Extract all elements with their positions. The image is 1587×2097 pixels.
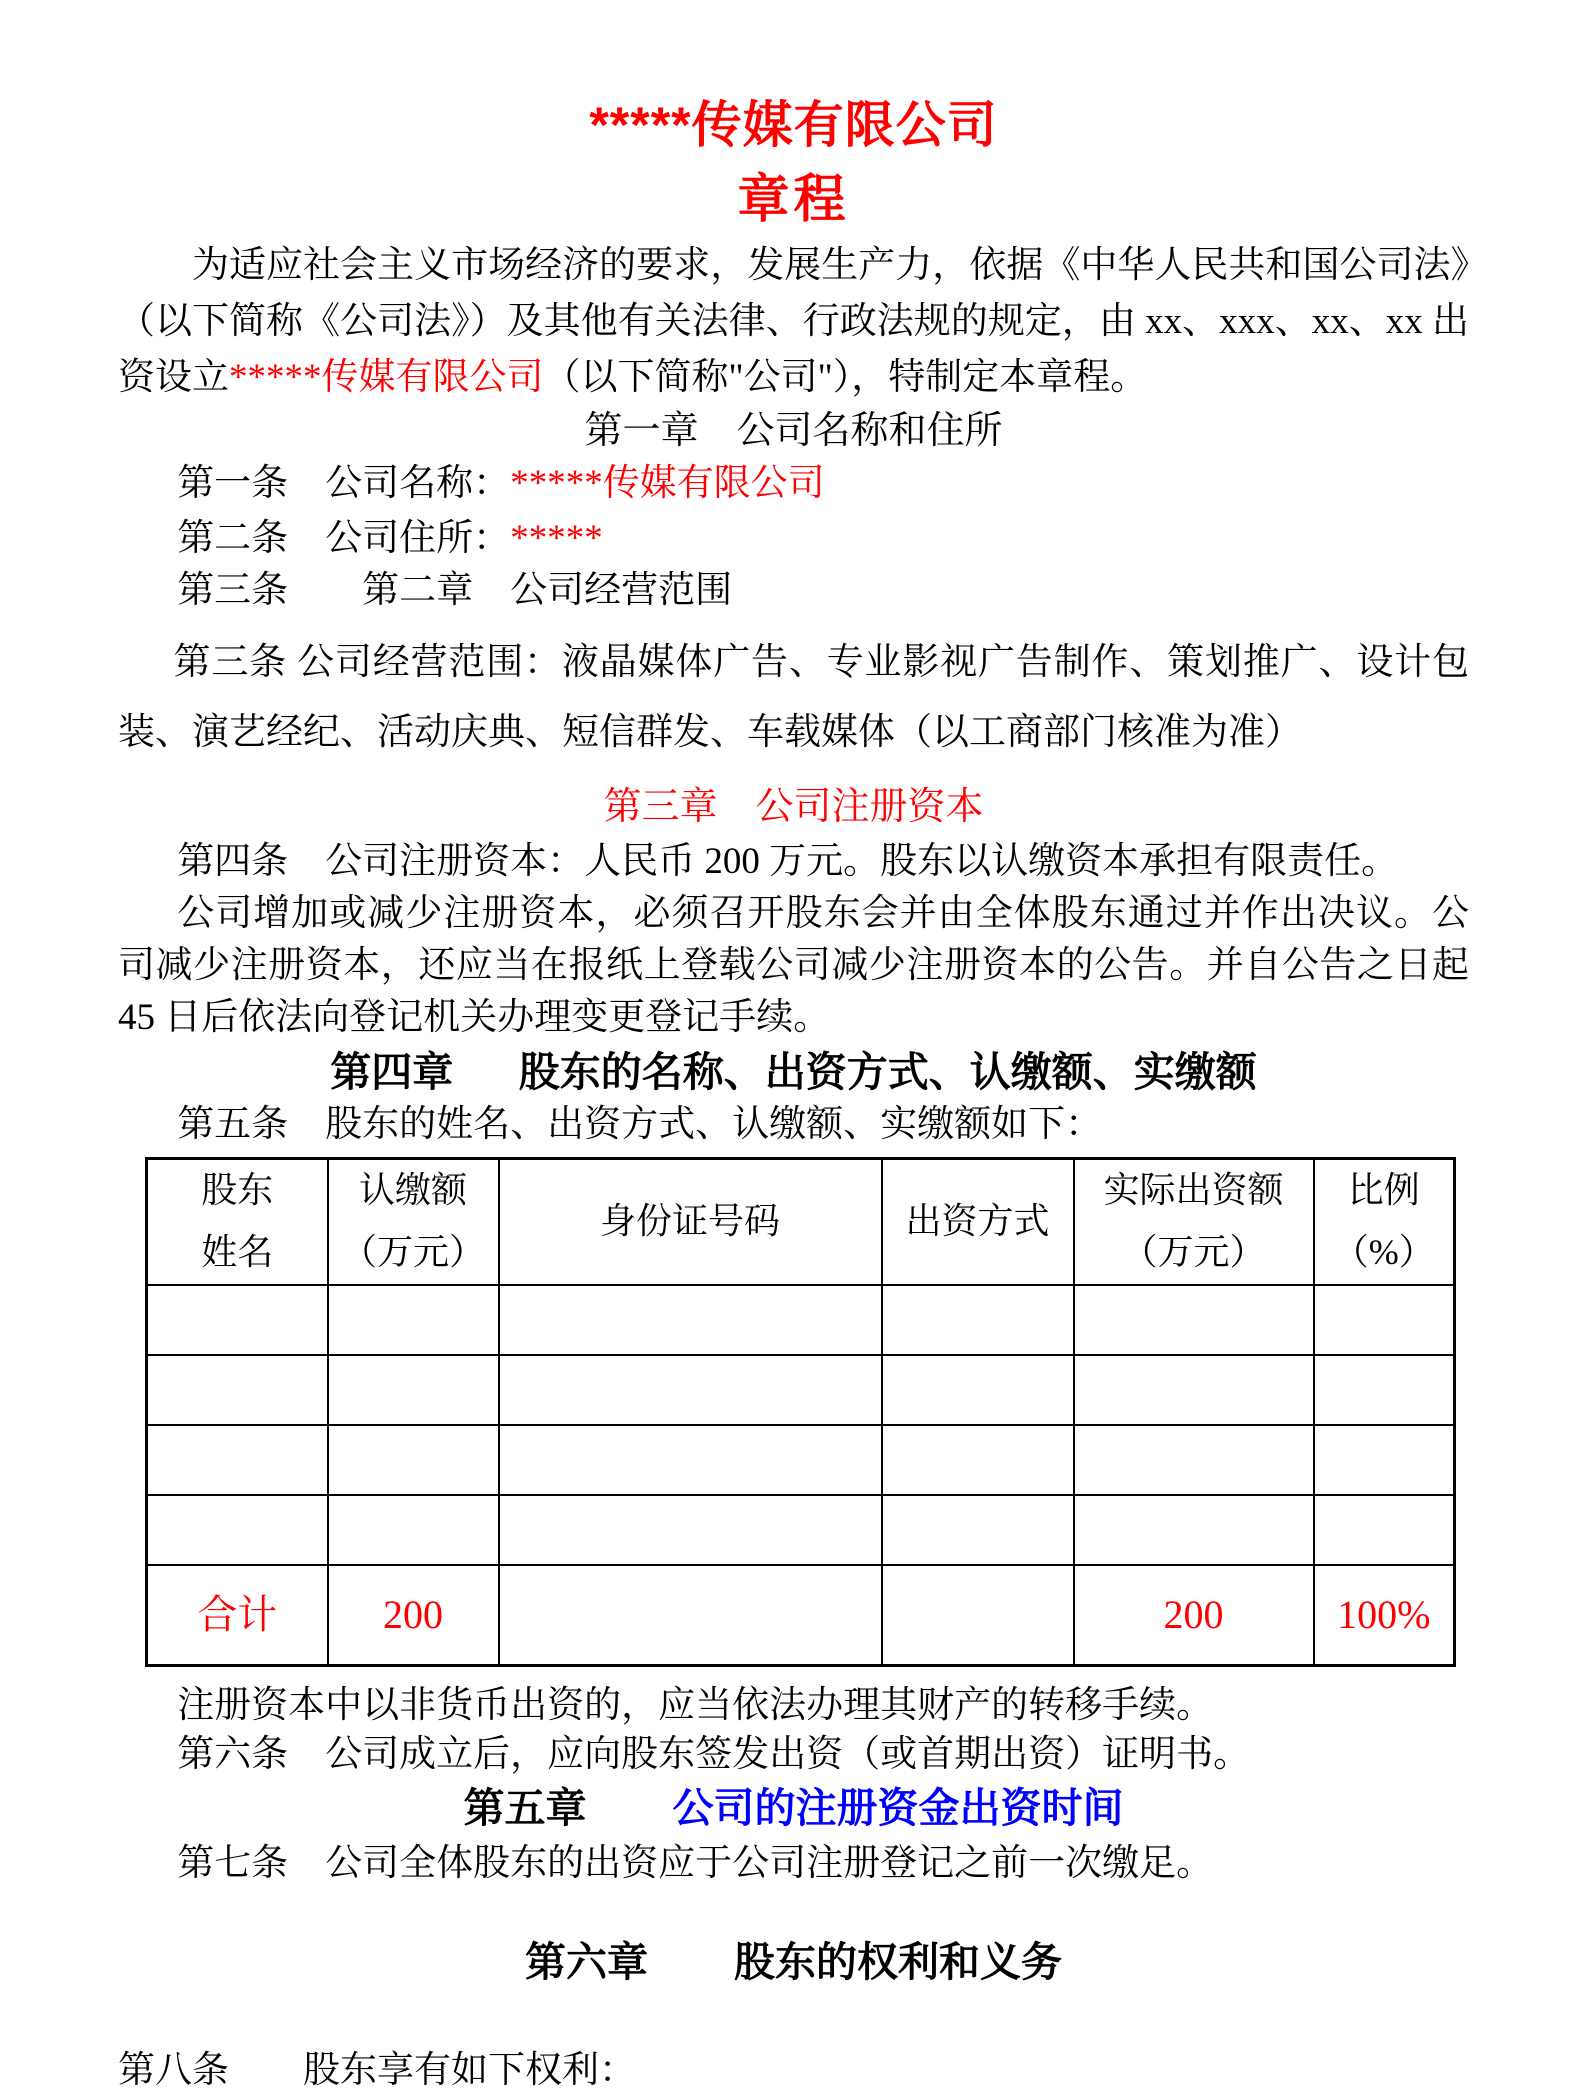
article-2-address-placeholder: ***** [510, 518, 603, 559]
table-empty-cell [1074, 1285, 1314, 1355]
chapter-4-number: 第四章 [330, 1049, 454, 1095]
table-header-cell: 比例 （%） [1314, 1159, 1455, 1285]
table-total-cell: 200 [1074, 1565, 1314, 1666]
table-total-cell: 200 [328, 1565, 499, 1666]
article-7: 第七条 公司全体股东的出资应于公司注册登记之前一次缴足。 [177, 1842, 1214, 1884]
table-total-cell: 100% [1314, 1565, 1455, 1666]
chapter-6-heading [118, 1936, 1469, 1988]
table-empty-cell [147, 1425, 328, 1495]
table-empty-cell [147, 1495, 328, 1565]
table-empty-cell [1314, 1285, 1455, 1355]
chapter-1-heading: 第一章 公司名称和住所 [584, 410, 1003, 452]
table-empty-cell [882, 1355, 1074, 1425]
chapter-5-number: 第五章 [463, 1784, 587, 1831]
intro-text-pre: 为适应社会主义市场经济的要求，发展生产力，依据《中华人民共和国公司法》（以下简称《公司法》）及其他有关法律、行政法规的规定，由 xx、xxx、xx、xx 出资设立 [118, 245, 1469, 398]
article-1 [118, 456, 1469, 511]
document-subtitle: 章程 [737, 171, 850, 229]
intro-paragraph [118, 238, 1469, 406]
company-name-highlight: *****传媒有限公司 [229, 357, 544, 398]
chapter-3-heading: 第三章 公司注册资本 [603, 786, 984, 828]
table-empty-cell [1074, 1355, 1314, 1425]
table-header-cell: 身份证号码 [499, 1159, 882, 1285]
document-title: *****传媒有限公司 [589, 97, 998, 153]
article-8: 第八条 股东享有如下权利： [118, 2049, 636, 2091]
table-header-cell: 实际出资额 （万元） [1074, 1159, 1314, 1285]
chapter-6-number: 第六章 [524, 1938, 648, 1985]
table-empty-cell [328, 1355, 499, 1425]
table-empty-cell [328, 1285, 499, 1355]
table-empty-cell [499, 1285, 882, 1355]
chapter-5-title: 公司的注册资金出资时间 [672, 1784, 1124, 1831]
article-1-label: 第一条 公司名称： [177, 463, 511, 504]
table-body [147, 1285, 1455, 1666]
table-header-cell: 股东 姓名 [147, 1159, 328, 1285]
table-empty-cell [499, 1425, 882, 1495]
non-cash-transfer-paragraph: 注册资本中以非货币出资的，应当依法办理其财产的转移手续。 [177, 1684, 1214, 1726]
article-1-company-name: *****传媒有限公司 [510, 463, 825, 504]
table-empty-row [147, 1355, 1455, 1425]
table-empty-cell [882, 1425, 1074, 1495]
table-empty-cell [882, 1285, 1074, 1355]
article-6: 第六条 公司成立后，应向股东签发出资（或首期出资）证明书。 [177, 1733, 1251, 1775]
table-empty-row [147, 1285, 1455, 1355]
table-empty-cell [499, 1495, 882, 1565]
chapter-4-heading [118, 1046, 1469, 1098]
table-empty-cell [1074, 1425, 1314, 1495]
table-empty-cell [499, 1355, 882, 1425]
table-total-cell [882, 1565, 1074, 1666]
table-empty-cell [1314, 1355, 1455, 1425]
capital-change-paragraph: 公司增加或减少注册资本，必须召开股东会并由全体股东通过并作出决议。公司减少注册资本，还应当在报纸上登载公司减少注册资本的公告。并自公告之日起 45 日后依法向登记机关办理变更登记手续。 [118, 893, 1469, 1038]
chapter-4-title: 股东的名称、出资方式、认缴额、实缴额 [518, 1049, 1257, 1095]
table-empty-cell [147, 1355, 328, 1425]
table-empty-cell [328, 1495, 499, 1565]
table-header-cell: 认缴额 （万元） [328, 1159, 499, 1285]
article-2-label: 第二条 公司住所： [177, 518, 511, 559]
article-2 [118, 511, 1469, 566]
table-empty-cell [1314, 1425, 1455, 1495]
chapter-6-title: 股东的权利和义务 [734, 1938, 1063, 1985]
table-header-cell: 出资方式 [882, 1159, 1074, 1285]
chapter-5-heading [118, 1779, 1469, 1837]
article-5: 第五条 股东的姓名、出资方式、认缴额、实缴额如下： [177, 1104, 1103, 1145]
shareholders-table [145, 1157, 1456, 1667]
table-empty-cell [1314, 1495, 1455, 1565]
table-empty-cell [882, 1495, 1074, 1565]
table-empty-row [147, 1425, 1455, 1495]
table-empty-cell [147, 1285, 328, 1355]
article-3-business-scope: 第三条 公司经营范围：液晶媒体广告、专业影视广告制作、策划推广、设计包装、演艺经纪、活动庆典、短信群发、车载媒体（以工商部门核准为准） [118, 642, 1469, 753]
article-4-registered-capital: 第四条 公司注册资本：人民币 200 万元。股东以认缴资本承担有限责任。 [177, 841, 1399, 882]
intro-text-post: （以下简称"公司"），特制定本章程。 [543, 357, 1148, 398]
table-header-row [147, 1159, 1455, 1285]
table-empty-cell [1074, 1495, 1314, 1565]
table-total-row [147, 1565, 1455, 1666]
article-3-chapter-2-row: 第三条 第二章 公司经营范围 [177, 570, 733, 611]
table-empty-cell [328, 1425, 499, 1495]
table-total-cell [499, 1565, 882, 1666]
table-total-cell: 合计 [147, 1565, 328, 1666]
table-empty-row [147, 1495, 1455, 1565]
